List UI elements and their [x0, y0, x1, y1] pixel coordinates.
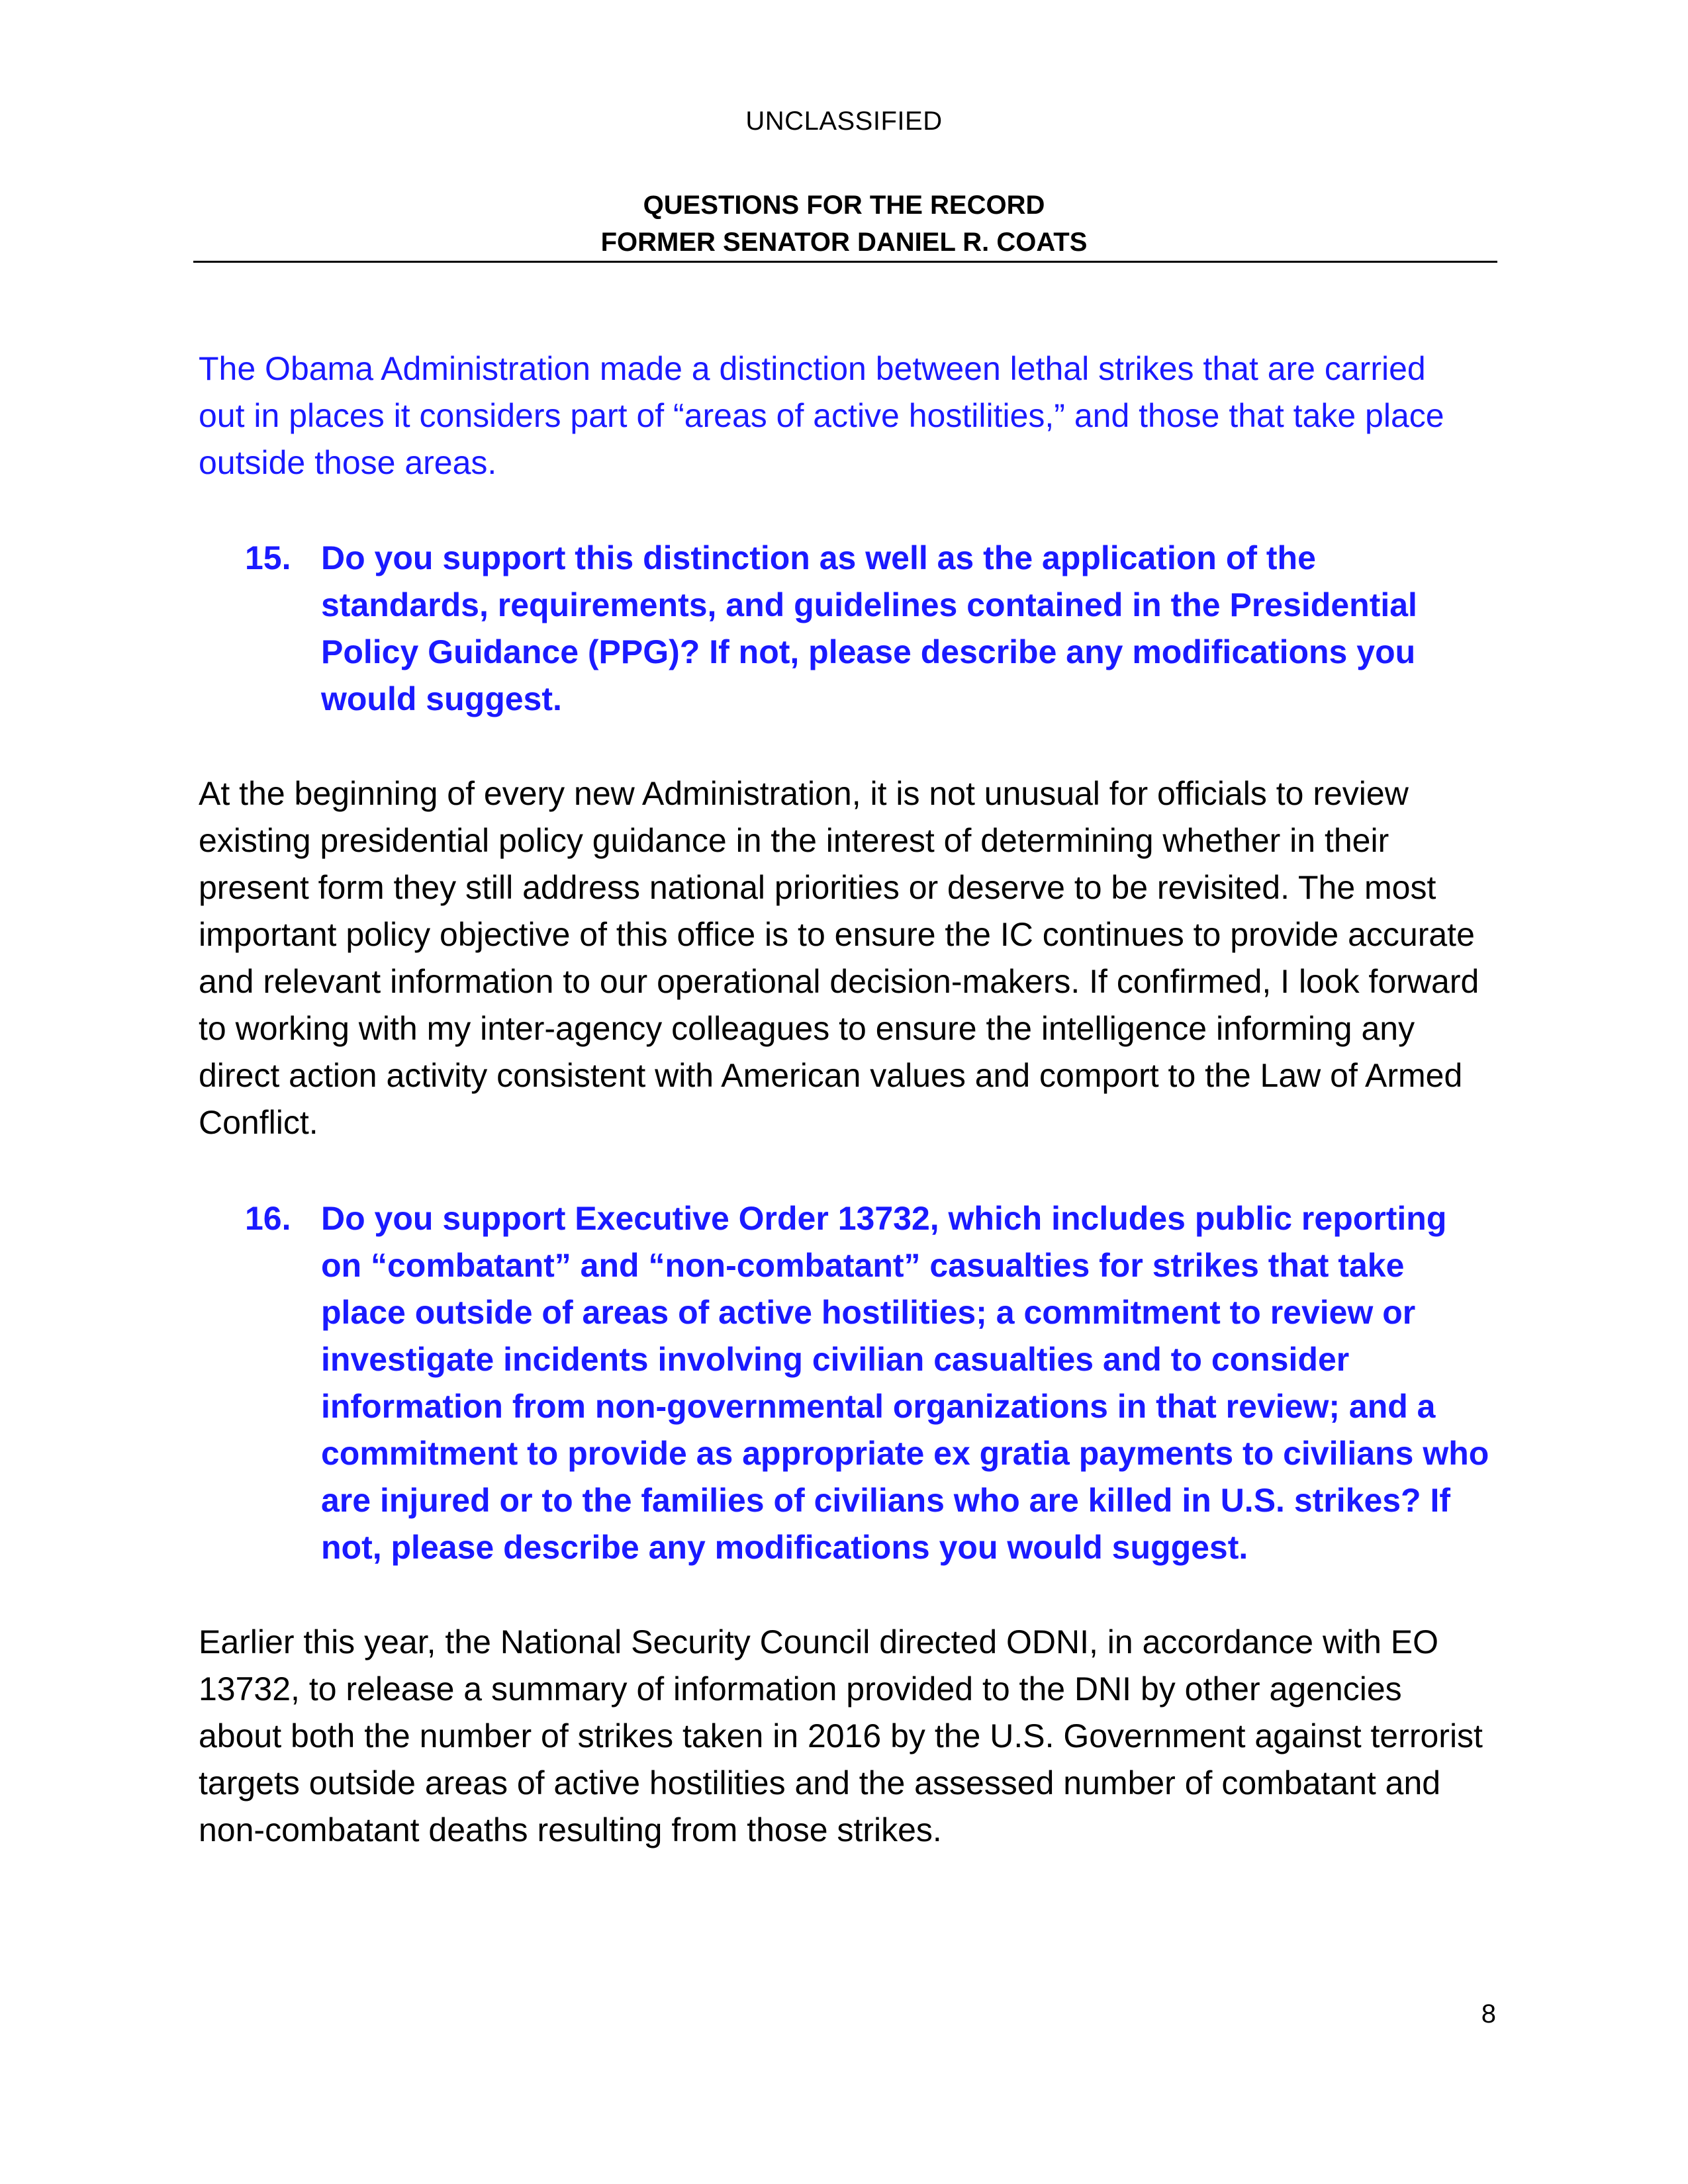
header-title-line-2: FORMER SENATOR DANIEL R. COATS	[600, 228, 1088, 257]
question-number: 16.	[245, 1200, 291, 1237]
question-text: Do you support this distinction as well as the application of the standards, requirements, and guidelines contained in the Presidential Policy Guidance (PPG)? If not, please describe any modifications you would suggest.	[321, 539, 1417, 717]
answer-16: Earlier this year, the National Security Council directed ODNI, in accordance with EO 13732, to release a summary of information provided to the DNI by other agencies about both the number of strikes taken in 2016 by the U.S. Government against terrorist targets outside areas of active hostilities and the assessed number of combatant and non-combatant deaths resulting from those strikes.	[199, 1623, 1483, 1848]
classification-marking: UNCLASSIFIED	[745, 107, 943, 136]
page-number: 8	[1481, 1999, 1496, 2028]
answer-15: At the beginning of every new Administration, it is not unusual for officials to review existing presidential policy guidance in the interest of determining whether in their present form they still address national priorities or deserve to be revisited. The most important policy objective of this office is to ensure the IC continues to provide accurate and relevant information to our operational decision-makers. If confirmed, I look forward to working with my inter-agency colleagues to ensure the intelligence informing any direct action activity consistent with American values and comport to the Law of Armed Conflict.	[199, 775, 1479, 1141]
question-number: 15.	[245, 539, 291, 576]
document-header	[0, 187, 1688, 261]
question-15	[245, 535, 1489, 723]
header-divider	[193, 261, 1497, 263]
intro-paragraph: The Obama Administration made a distinction between lethal strikes that are carried out in places it considers part of “areas of active hostilities,” and those that take place outside those areas.	[199, 350, 1444, 481]
question-16	[245, 1195, 1489, 1571]
header-title-line-1: QUESTIONS FOR THE RECORD	[643, 191, 1045, 220]
question-text: Do you support Executive Order 13732, which includes public reporting on “combatant” and “non-combatant” casualties for strikes that take place outside of areas of active hostilities; a commitment to review or investigate incidents involving civilian casualties and to consider information from non-governmental organizations in that review; and a commitment to provide as appropriate ex gratia payments to civilians who are injured or to the families of civilians who are killed in U.S. strikes? If not, please describe any modifications you would suggest.	[321, 1200, 1489, 1566]
